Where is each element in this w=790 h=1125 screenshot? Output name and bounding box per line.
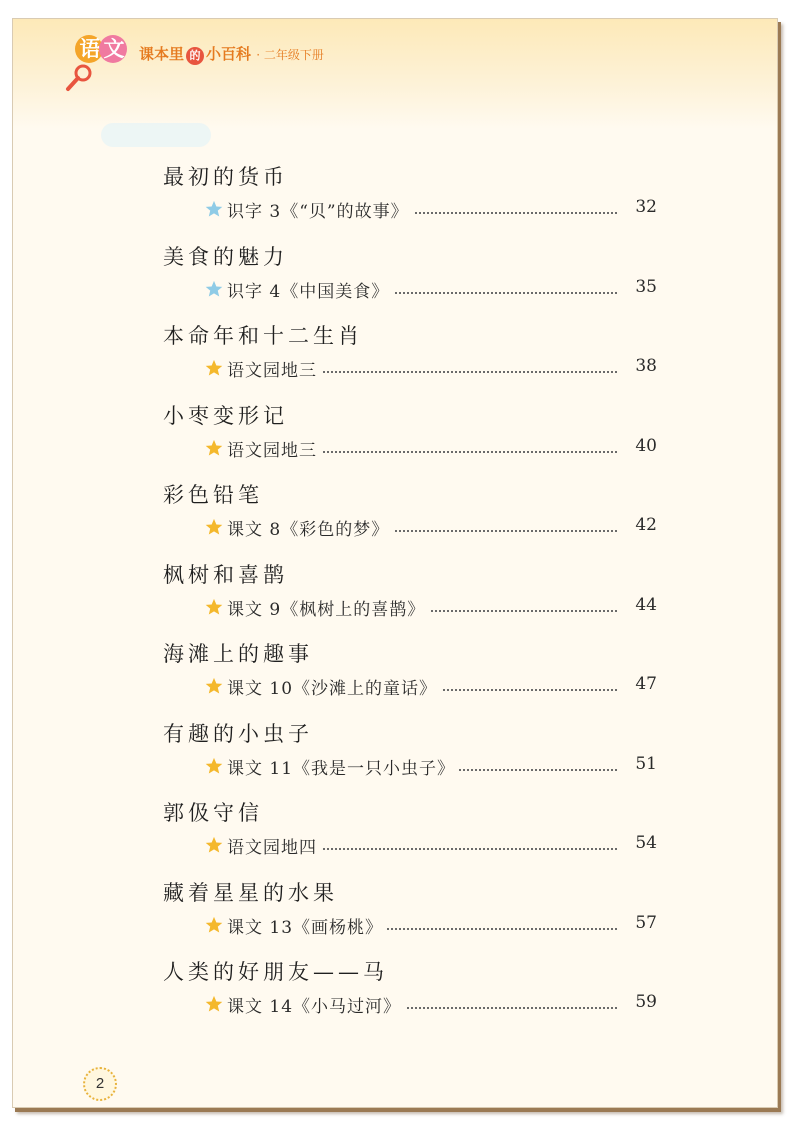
blue-star-icon [205,200,223,218]
logo [65,33,133,93]
chapter-title: 有趣的小虫子 [163,721,313,746]
chapter-title: 最初的货币 [163,165,288,189]
entry-label: 课文 13《画杨桃》 [227,913,387,938]
blue-star-icon [205,280,223,298]
toc-entry[interactable] [205,674,655,700]
entry-page-number: 42 [635,515,657,535]
toc-entry[interactable] [205,913,655,939]
toc-chapter [163,241,657,317]
chapter-title: 枫树和喜鹊 [163,562,288,587]
logo-char-2: 文 [99,35,127,63]
entry-label: 课文 8《彩色的梦》 [227,515,393,540]
toc-chapter [163,479,657,555]
entry-label: 课文 9《枫树上的喜鹊》 [227,595,429,620]
entry-label: 课文 10《沙滩上的童话》 [227,674,441,699]
yellow-star-icon [205,677,223,695]
toc-chapter [163,797,657,873]
chapter-title: 藏着星星的水果 [163,880,338,905]
chapter-title: 人类的好朋友——马 [163,960,388,984]
yellow-star-icon [205,916,223,934]
book-subtitle: · 二年级下册 [256,48,324,62]
chapter-title: 彩色铅笔 [163,483,263,507]
toc-entry[interactable] [205,992,655,1018]
toc-chapter [163,320,657,396]
magnifier-icon [65,63,95,93]
yellow-star-icon [205,757,223,775]
entry-label: 语文园地三 [227,436,321,461]
toc-chapter [163,638,657,714]
entry-label: 语文园地四 [227,833,321,858]
yellow-star-icon [205,995,223,1013]
chapter-title: 美食的魅力 [163,244,288,269]
chapter-title: 郭伋守信 [163,801,263,825]
logo-char-1: 语 [75,35,103,63]
toc-chapter [163,559,657,635]
chapter-title: 小枣变形记 [163,403,288,428]
chapter-title: 本命年和十二生肖 [163,324,363,348]
yellow-star-icon [205,359,223,377]
toc-entry[interactable] [205,515,655,541]
toc-chapter [163,718,657,794]
toc-chapter [163,877,657,953]
entry-page-number: 38 [635,356,657,376]
decorative-tab [101,123,211,147]
entry-label: 识字 3《“贝”的故事》 [227,197,413,222]
entry-page-number: 57 [635,912,657,933]
chapter-title: 海滩上的趣事 [163,642,313,666]
entry-label: 识字 4《中国美食》 [227,277,393,302]
entry-page-number: 59 [635,992,657,1012]
page-number: 2 [83,1067,117,1101]
toc-entry[interactable] [205,754,655,780]
toc-chapter [163,400,657,476]
toc-entry[interactable] [205,197,655,223]
book-title [139,43,324,65]
entry-page-number: 47 [635,674,657,694]
toc-entry[interactable] [205,436,655,462]
entry-page-number: 44 [635,594,657,615]
entry-label: 语文园地三 [227,356,321,381]
toc-entry[interactable] [205,356,655,382]
entry-label: 课文 14《小马过河》 [227,992,405,1017]
entry-page-number: 40 [635,435,657,456]
toc-chapter [163,161,657,237]
book-title-a: 课本里 [139,45,185,63]
toc-chapter [163,956,657,1032]
book-title-b: 小百科 [206,45,252,63]
toc-entry[interactable] [205,833,655,859]
toc-entry[interactable] [205,277,655,303]
entry-page-number: 54 [635,833,657,853]
entry-page-number: 51 [635,753,657,774]
book-page [12,18,778,1108]
toc-entry[interactable] [205,595,655,621]
yellow-star-icon [205,518,223,536]
entry-page-number: 32 [635,197,657,217]
yellow-star-icon [205,836,223,854]
book-title-circle: 的 [186,47,204,65]
entry-page-number: 35 [635,276,657,297]
yellow-star-icon [205,439,223,457]
yellow-star-icon [205,598,223,616]
entry-label: 课文 11《我是一只小虫子》 [227,754,459,779]
